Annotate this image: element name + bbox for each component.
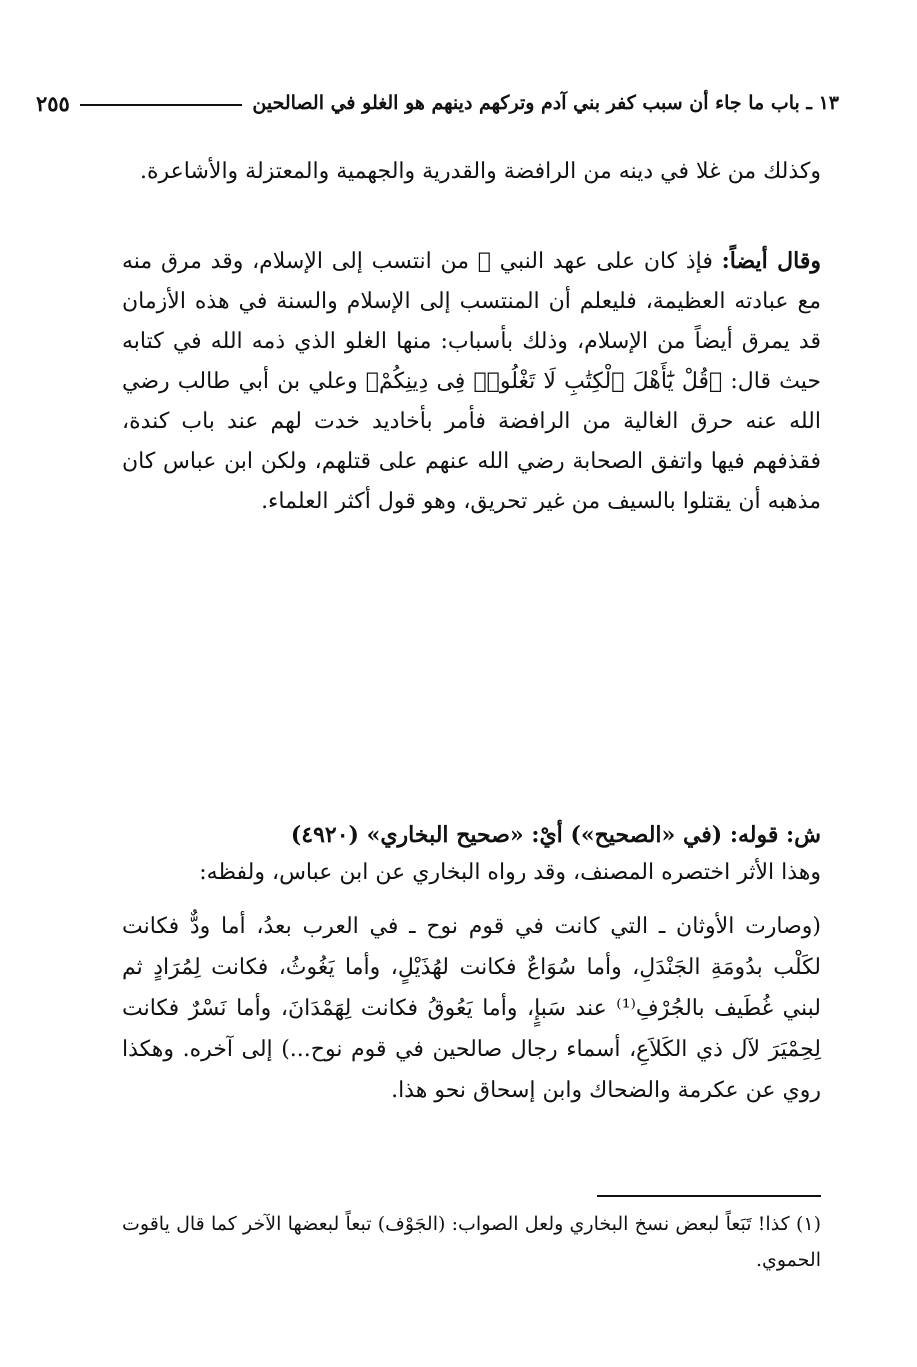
paragraph-1 [122,152,821,192]
commentary-text: وهذا الأثر اختصره المصنف، وقد رواه البخاري عن ابن عباس، ولفظه: [199,860,821,885]
footnote [122,1206,821,1278]
paragraph-2-body [122,241,821,522]
paragraph-2-lead: وقال أيضاً: [721,248,821,274]
chapter-title: ١٣ ـ باب ما جاء أن سبب كفر بني آدم وتركهم دينهم هو الغلو في الصالحين [252,92,839,114]
page-number: ٢٥٥ [36,90,70,116]
footnote-text: (١) كذا! تَبَعاً لبعض نسخ البخاري ولعل الصواب: (الجَوْف) تبعاً لبعضها الآخر كما قال ياقوت الحموي. [122,1213,821,1271]
paragraph-2-text: فإذ كان على عهد النبي ﷺ من انتسب إلى الإسلام، وقد مرق منه مع عبادته العظيمة، فليعلم أن المنتسب إلى الإسلام والسنة في هذه الأزمان قد يمرق أيضاً من الإسلام، وذلك بأسباب: منها الغلو الذي ذمه الله في كتابه حيث قال: ﴿قُلْ يَٰٓأَهْلَ ٱلْكِتَٰبِ لَا تَغْلُوا۟ فِى دِينِكُمْ﴾ وعلي بن أبي طالب رضي الله عنه حرق الغالية من الرافضة فأمر بأخاديد خدت لهم عند باب كندة، فقذفهم فيها واتفق الصحابة رضي الله عنهم على قتلهم، ولكن ابن عباس كان مذهبه أن يقتلوا بالسيف من غير تحريق، وهو قول أكثر العلماء. [122,249,821,514]
commentary [122,816,821,892]
running-header [36,86,839,120]
quoted-narration [122,906,821,1111]
paragraph-2 [122,241,821,522]
header-rule [80,104,243,106]
paragraph-1-text: وكذلك من غلا في دينه من الرافضة والقدرية والجهمية والمعتزلة والأشاعرة. [139,159,821,184]
commentary-lead: ش: قوله: (في «الصحيح») أيْ: «صحيح البخاري» (٤٩٢٠) [290,822,821,848]
quoted-narration-text: (وصارت الأوثان ـ التي كانت في قوم نوح ـ في العرب بعدُ، أما ودٌّ فكانت لكَلْب بدُومَةِ الجَنْدَلِ، وأما سُوَاعٌ فكانت لهُذَيْلٍ، وأما يَغُوثُ، فكانت لِمُرَادٍ ثم لبني غُطَيف بالجُرْفِ⁽¹⁾ عند سَبإٍ، وأما يَعُوقُ فكانت لِهَمْدَانَ، وأما نَسْرٌ فكانت لِحِمْيَرَ لآل ذي الكَلاَعِ، أسماء رجال صالحين في قوم نوح...) إلى آخره. وهكذا روي عن عكرمة والضحاك وابن إسحاق نحو هذا. [122,914,821,1103]
footnote-separator [597,1195,821,1197]
